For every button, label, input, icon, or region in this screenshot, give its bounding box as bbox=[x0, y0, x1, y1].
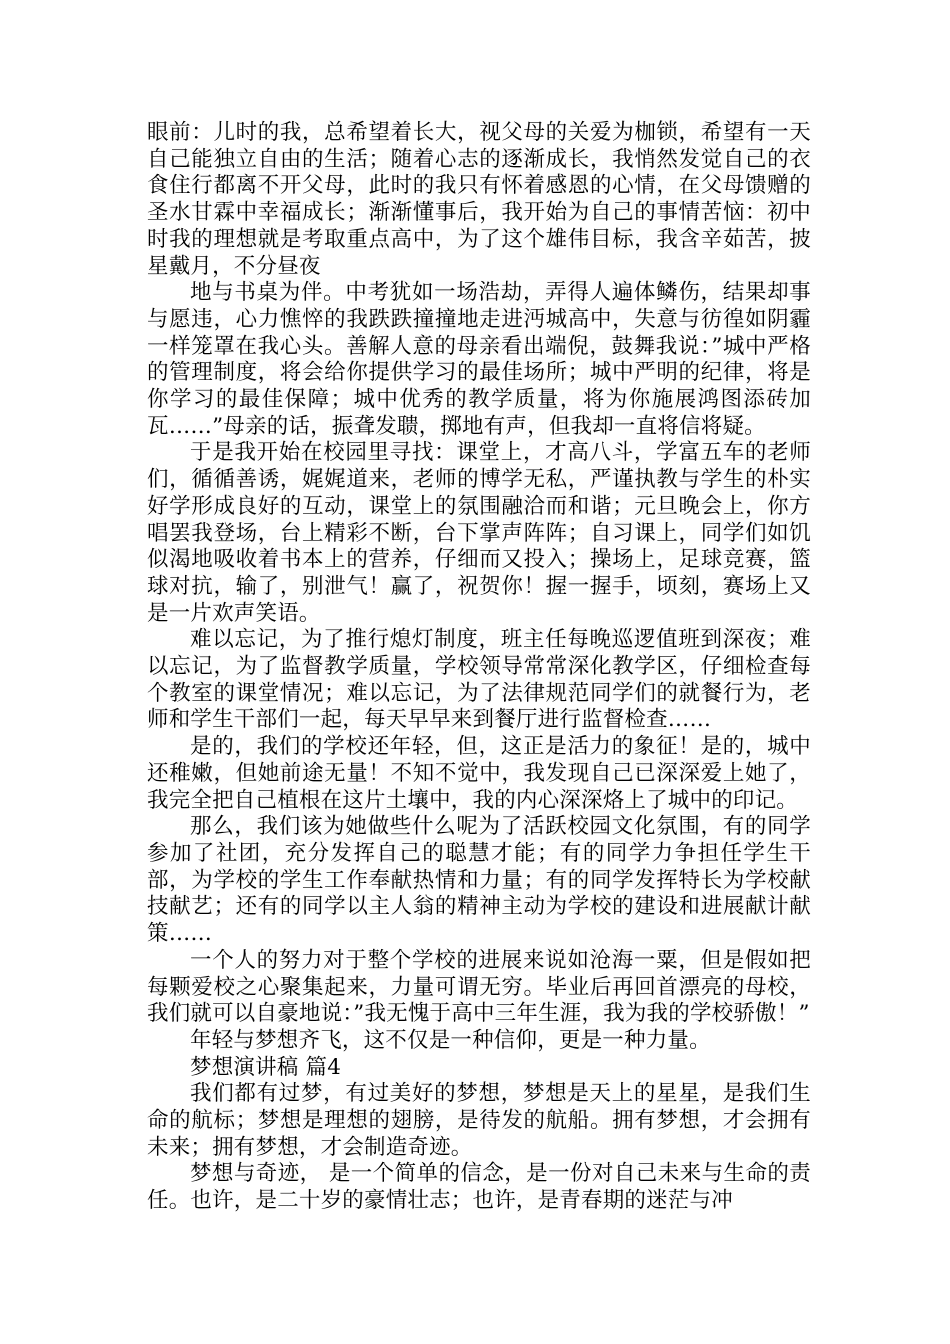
paragraph: 地与书桌为伴。中考犹如一场浩劫，弄得人遍体鳞伤，结果却事与愿违，心力憔悴的我跌跌撞撞地走进沔城高中，失意与彷徨如阴霾一样笼罩在我心头。善解人意的母亲看出端倪，鼓舞我说：”城中严格的管理制度，将会给你提供学习的最佳场所；城中严明的纪律，将是你学习的最佳保障；城中优秀的教学质量，将为你施展鸿图添砖加瓦……”母亲的话，振聋发聩，掷地有声，但我却一直将信将疑。 bbox=[147, 280, 811, 439]
document-body bbox=[147, 120, 811, 1215]
paragraph: 眼前：儿时的我，总希望着长大，视父母的关爱为枷锁，希望有一天自己能独立自由的生活；随着心志的逐渐成长，我悄然发觉自己的衣食住行都离不开父母，此时的我只有怀着感恩的心情，在父母馈赠的圣水甘霖中幸福成长；渐渐懂事后，我开始为自己的事情苦恼：初中时我的理想就是考取重点高中，为了这个雄伟目标，我含辛茹苦，披星戴月，不分昼夜 bbox=[147, 120, 811, 279]
section-heading: 梦想演讲稿 篇4 bbox=[190, 1054, 342, 1080]
paragraph: 我们都有过梦，有过美好的梦想，梦想是天上的星星，是我们生命的航标；梦想是理想的翅膀，是待发的航船。拥有梦想，才会拥有未来；拥有梦想，才会制造奇迹。 bbox=[147, 1081, 811, 1160]
paragraph: 是的，我们的学校还年轻，但，这正是活力的象征！是的，城中还稚嫩，但她前途无量！不知不觉中，我发现自己已深深爱上她了，我完全把自己植根在这片土壤中，我的内心深深烙上了城中的印记。 bbox=[147, 734, 811, 813]
paragraph: 年轻与梦想齐飞，这不仅是一种信仰，更是一种力量。 bbox=[190, 1027, 711, 1053]
paragraph: 一个人的努力对于整个学校的进展来说如沧海一粟，但是假如把每颗爱校之心聚集起来，力量可谓无穷。毕业后再回首漂亮的母校，我们就可以自豪地说：”我无愧于高中三年生涯，我为我的学校骄傲！” bbox=[147, 947, 811, 1027]
paragraph: 于是我开始在校园里寻找：课堂上，才高八斗，学富五车的老师们，循循善诱，娓娓道来，老师的博学无私，严谨执教与学生的朴实好学形成良好的互动，课堂上的氛围融洽而和谐；元旦晚会上，你方唱罢我登场，台上精彩不断，台下掌声阵阵；自习课上，同学们如饥似渴地吸收着书本上的营养，仔细而又投入；操场上，足球竞赛，篮球对抗，输了，别泄气！赢了，祝贺你！握一握手，顷刻，赛场上又是一片欢声笑语。 bbox=[147, 440, 811, 626]
paragraph: 那么，我们该为她做些什么呢为了活跃校园文化氛围，有的同学参加了社团，充分发挥自己的聪慧才能；有的同学力争担任学生干部，为学校的学生工作奉献热情和力量；有的同学发挥特长为学校献技献艺；还有的同学以主人翁的精神主动为学校的建设和进展献计献策…… bbox=[147, 814, 811, 947]
paragraph: 梦想与奇迹， 是一个简单的信念，是一份对自己未来与生命的责任。也许，是二十岁的豪情壮志；也许，是青春期的迷茫与冲 bbox=[147, 1161, 811, 1214]
paragraph: 难以忘记，为了推行熄灯制度，班主任每晚巡逻值班到深夜；难以忘记，为了监督教学质量，学校领导常常深化教学区，仔细检查每个教室的课堂情况；难以忘记，为了法律规范同学们的就餐行为，老师和学生干部们一起，每天早早来到餐厅进行监督检查…… bbox=[147, 627, 811, 733]
